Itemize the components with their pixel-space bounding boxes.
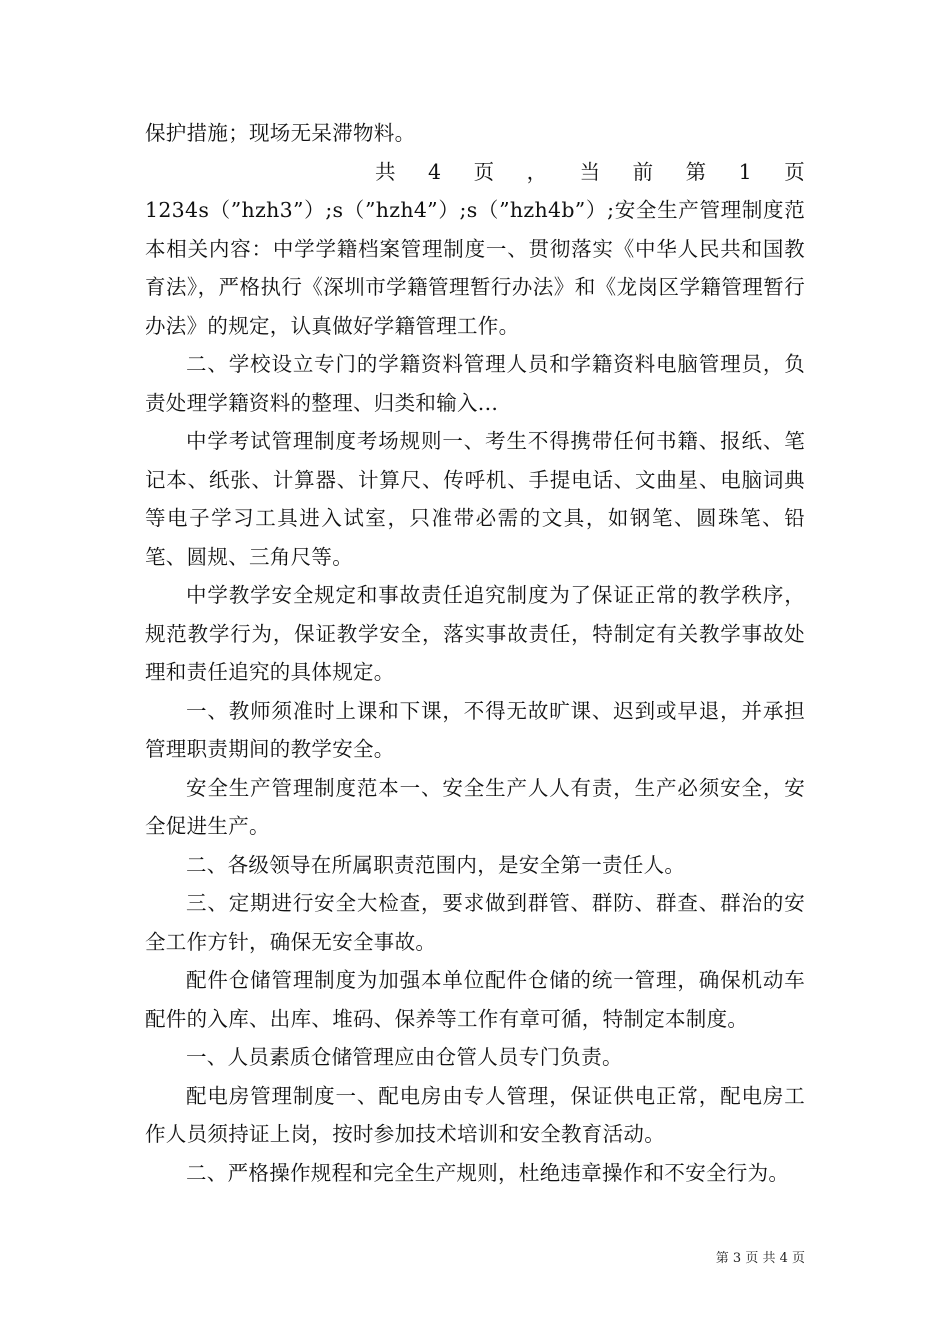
paragraph-6: 安全生产管理制度范本一、安全生产人人有责，生产必须安全，安全促进生产。 [145, 775, 805, 838]
paragraph-12: 二、严格操作规程和完全生产规则，杜绝违章操作和不安全行为。 [186, 1160, 790, 1185]
page-count-line: 共 4 页 ， 当 前 第 1 页 [375, 159, 805, 184]
paragraph-10: 一、人员素质仓储管理应由仓管人员专门负责。 [186, 1045, 623, 1069]
paragraph-2: 二、学校设立专门的学籍资料管理人员和学籍资料电脑管理员，负责处理学籍资料的整理、归类和输入... [145, 352, 805, 415]
paragraph-4: 中学教学安全规定和事故责任追究制度为了保证正常的教学秩序，规范教学行为，保证教学安全，落实事故责任，特制定有关教学事故处理和责任追究的具体规定。 [145, 583, 805, 684]
paragraph-5: 一、教师须准时上课和下课，不得无故旷课、迟到或早退，并承担管理职责期间的教学安全。 [145, 698, 805, 761]
continuation-line: 保护措施；现场无呆滞物料。 [145, 121, 416, 145]
paragraph-9: 配件仓储管理制度为加强本单位配件仓储的统一管理，确保机动车配件的入库、出库、堆码、保养等工作有章可循，特制定本制度。 [145, 968, 805, 1031]
paragraph-1: 1234s（”hzh3”）;s（”hzh4”）;s（”hzh4b”）;安全生产管理制度范本相关内容：中学学籍档案管理制度一、贯彻落实《中华人民共和国教育法》，严格执行《深圳市学籍管理暂行办法》和《龙岗区学籍管理暂行办法》的规定，认真做好学籍管理工作。 [145, 198, 805, 338]
paragraph-8: 三、定期进行安全大检查，要求做到群管、群防、群查、群治的安全工作方针，确保无安全事故。 [145, 891, 805, 954]
document-body [145, 114, 805, 1192]
page-footer: 第 3 页 共 4 页 [715, 1251, 805, 1266]
paragraph-3: 中学考试管理制度考场规则一、考生不得携带任何书籍、报纸、笔记本、纸张、计算器、计算尺、传呼机、手提电话、文曲星、电脑词典等电子学习工具进入试室，只准带必需的文具，如钢笔、圆珠笔、铅笔、圆规、三角尺等。 [145, 429, 805, 569]
paragraph-11: 配电房管理制度一、配电房由专人管理，保证供电正常，配电房工作人员须持证上岗，按时参加技术培训和安全教育活动。 [145, 1083, 805, 1146]
paragraph-7: 二、各级领导在所属职责范围内，是安全第一责任人。 [186, 852, 686, 877]
